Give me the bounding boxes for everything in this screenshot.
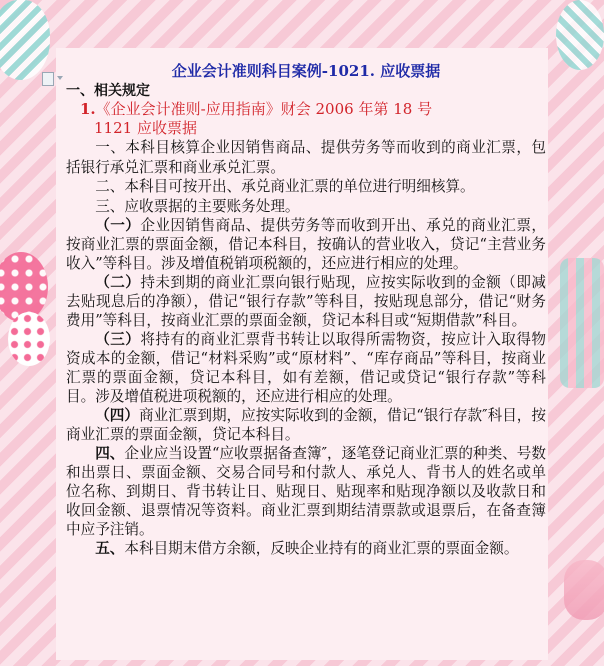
document-icon[interactable] [42,72,54,86]
striped-cup-decoration [560,258,604,388]
paragraph-3-3: （三）将持有的商业汇票背书转让以取得所需物资，按应计入取得物资成本的金额，借记“材料采购”或“原材料”、“库存商品”等科目，按商业汇票的票面金额，贷记本科目，如有差额，借记或贷记“银行存款”等科目。涉及增值税进项税额的，还应进行相应的处理。 [66,331,546,405]
reference-title: 《企业会计准则-应用指南》 [95,100,281,118]
teal-striped-balloon-decoration-right [556,0,604,70]
paragraph-5: 五、本科目期末借方余额，反映企业持有的商业汇票的票面金额。 [95,540,519,557]
reference-line [80,100,546,119]
page-title: 企业会计准则科目案例-1021. 应收票据 [171,62,441,80]
reference-index: 1. [80,100,96,118]
macaron-decoration [564,560,604,620]
paragraph-3-4: （四）商业汇票到期，应按实际收到的金额，借记“银行存款″科目，按商业汇票的票面金额，贷记本科目。 [66,407,546,443]
account-code-line: 1121 应收票据 [94,119,197,137]
paragraph-1: 一、本科目核算企业因销售商品、提供劳务等而收到的商业汇票，包括银行承兑汇票和商业承兑汇票。 [66,139,546,176]
paragraph-4: 四、企业应当设置“应收票据备查簿″，逐笔登记商业汇票的种类、号数和出票日、票面金额、交易合同号和付款人、承兑人、背书人的姓名或单位名称、到期日、背书转让日、贴现日、贴现率和贴现净额以及收款日和收回金额、退票情况等资料。商业汇票到期结清票款或退票后，在备查簿中应予注销。 [66,445,546,538]
paragraph-3: 三、应收票据的主要账务处理。 [95,197,300,215]
reference-source: 财会 2006 年第 18 号 [280,100,433,118]
chevron-down-icon[interactable] [57,76,63,80]
paragraph-2: 二、本科目可按开出、承兑商业汇票的单位进行明细核算。 [95,178,475,195]
section-heading: 一、相关规定 [66,83,150,99]
paragraph-3-1: （一）企业因销售商品、提供劳务等而收到开出、承兑的商业汇票，按商业汇票的票面金额，借记本科目，按确认的营业收入，贷记“主营业务收入”等科目。涉及增值税销项税额的，还应进行相应的处理。 [66,217,546,272]
paragraph-3-2: （二）持未到期的商业汇票向银行贴现，应按实际收到的金额（即减去贴现息后的净额），借记“银行存款”等科目，按贴现息部分，借记“财务费用”等科目，按商业汇票的票面金额，贷记本科目或“短期借款”科目。 [66,274,546,329]
white-polka-dot-balloon-decoration [8,312,50,366]
document-body [66,60,546,558]
teal-striped-balloon-decoration [0,0,50,80]
